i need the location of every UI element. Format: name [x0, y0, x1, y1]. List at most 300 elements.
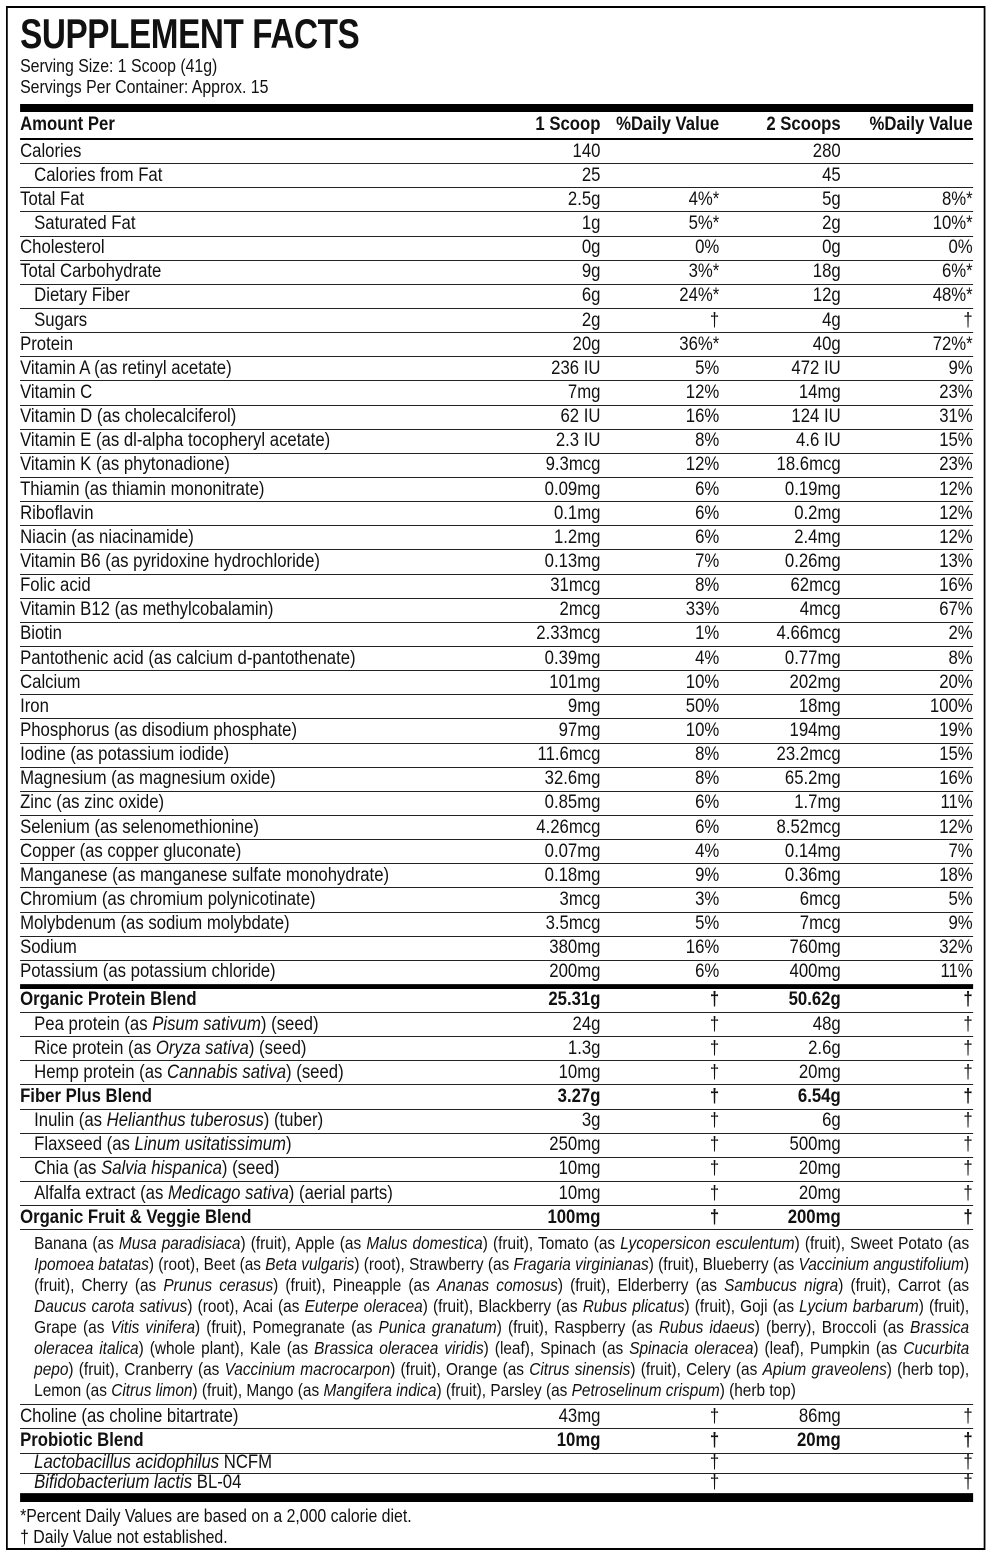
amount-two-scoops: 0.77mg: [784, 647, 841, 669]
dv-one-scoop: 6%: [695, 792, 720, 814]
amount-two-scoops: 65.2mg: [784, 768, 841, 790]
dv-two-scoops: 32%: [939, 937, 973, 959]
nutrient-name: Potassium (as potassium chloride): [20, 961, 276, 983]
ingredient-part: ) (root),: [148, 1254, 204, 1275]
dv-one-scoop: 8%: [695, 575, 720, 597]
ingredient-common-name: Tomato (as: [538, 1233, 621, 1254]
amount-two-scoops: 8.52mcg: [776, 816, 841, 838]
ingredient-part: ) (fruit),: [436, 1380, 491, 1401]
nutrient-name: Total Carbohydrate: [20, 261, 162, 283]
amount-one-scoop: 200mg: [549, 961, 601, 983]
nutrient-name: Zinc (as zinc oxide): [20, 792, 165, 814]
ingredient-latin-name: Apium graveolens: [762, 1359, 887, 1380]
dv-two-scoops: 12%: [939, 526, 973, 548]
dv-one-scoop: †: [709, 309, 720, 331]
ingredient-part: ) (herb top),: [886, 1359, 970, 1380]
dv-one-scoop: 16%: [685, 406, 720, 428]
table-row: [20, 647, 973, 671]
dv-one-scoop: †: [709, 1086, 720, 1108]
ingredient-common-name: Spinach (as: [540, 1338, 630, 1359]
ingredient-common-name: Mango (as: [246, 1380, 324, 1401]
ingredient-name-prefix: Hemp protein (as: [34, 1061, 168, 1083]
supplement-facts-label: [6, 6, 985, 1550]
header-dv-one: %Daily Value: [616, 114, 720, 135]
table-row: [20, 285, 973, 309]
nutrient-name: Choline (as choline bitartrate): [20, 1405, 239, 1427]
table-row: [20, 454, 973, 478]
dv-two-scoops: 72%*: [932, 333, 973, 355]
ingredient-part: ) (root),: [187, 1296, 243, 1317]
protein-blend-section: [20, 989, 973, 1086]
amount-one-scoop: 9g: [581, 261, 601, 283]
ingredient-name-suffix: ) (seed): [260, 1013, 319, 1035]
amount-one-scoop: 6g: [581, 285, 601, 307]
blend-name: Organic Protein Blend: [20, 989, 197, 1011]
ingredient-common-name: Grape (as: [34, 1317, 111, 1338]
dv-two-scoops: 23%: [939, 454, 973, 476]
amount-two-scoops: 4g: [822, 309, 841, 331]
amount-one-scoop: 2.33mcg: [536, 623, 601, 645]
amount-one-scoop: 1.3g: [567, 1037, 601, 1059]
amount-two-scoops: 6mcg: [799, 888, 841, 910]
table-row: [20, 309, 973, 333]
dv-one-scoop: †: [709, 1037, 720, 1059]
ingredient-name: [20, 1134, 495, 1156]
amount-one-scoop: 380mg: [549, 937, 601, 959]
ingredient-latin-name: Beta vulgaris: [265, 1254, 355, 1275]
amount-one-scoop: 3.5mcg: [545, 913, 601, 935]
dv-two-scoops: †: [963, 1452, 973, 1474]
table-row: [20, 140, 973, 164]
choline-section: [20, 1405, 973, 1429]
table-row: [20, 599, 973, 623]
dv-one-scoop: †: [709, 1206, 720, 1228]
dv-one-scoop: †: [709, 1182, 720, 1204]
amount-one-scoop: 3mcg: [559, 888, 601, 910]
blend-name: Probiotic Blend: [20, 1430, 144, 1452]
dv-two-scoops: 31%: [939, 406, 973, 428]
dv-two-scoops: †: [963, 1206, 973, 1228]
ingredient-common-name: Blueberry (as: [702, 1254, 799, 1275]
amount-two-scoops: 7mcg: [799, 913, 841, 935]
table-row: [20, 1182, 973, 1206]
amount-two-scoops: 0.36mg: [784, 864, 841, 886]
dv-one-scoop: 12%: [685, 381, 720, 403]
table-row: [20, 261, 973, 285]
ingredient-common-name: Celery (as: [686, 1359, 763, 1380]
label-content: [20, 12, 973, 1548]
table-row: [20, 1013, 973, 1037]
amount-two-scoops: 14mg: [798, 381, 841, 403]
nutrient-name: Magnesium (as magnesium oxide): [20, 768, 276, 790]
amount-two-scoops: 4.66mcg: [776, 623, 841, 645]
header-amount-per: Amount Per: [20, 114, 115, 135]
table-row: [20, 888, 973, 912]
dv-two-scoops: 6%*: [942, 261, 973, 283]
ingredient-name-suffix: ): [285, 1134, 292, 1156]
dv-one-scoop: 0%: [695, 237, 720, 259]
ingredient-name-suffix: ) (tuber): [263, 1110, 324, 1132]
ingredient-part: ) (whole plant),: [138, 1338, 250, 1359]
nutrient-name: Thiamin (as thiamin mononitrate): [20, 478, 265, 500]
table-row: [20, 164, 973, 188]
amount-one-scoop: 100mg: [547, 1206, 601, 1228]
nutrient-name: Molybdenum (as sodium molybdate): [20, 913, 290, 935]
amount-two-scoops: 12g: [812, 285, 841, 307]
ingredient-part: ) (fruit),: [630, 1359, 687, 1380]
probiotic-blend-section: [20, 1429, 973, 1493]
dv-one-scoop: 8%: [695, 744, 720, 766]
nutrient-name: Saturated Fat: [34, 212, 136, 234]
nutrient-name: Iodine (as potassium iodide): [20, 744, 230, 766]
ingredient-part: ) (herb top): [719, 1380, 796, 1401]
amount-one-scoop: 10mg: [558, 1182, 601, 1204]
nutrient-table: [20, 140, 973, 985]
amount-two-scoops: 18g: [812, 261, 841, 283]
table-row: [20, 840, 973, 864]
nutrient-name: Vitamin E (as dl-alpha tocopheryl acetate): [20, 430, 331, 452]
amount-two-scoops: 62mcg: [790, 575, 841, 597]
amount-two-scoops: 4.6 IU: [796, 430, 841, 452]
amount-one-scoop: 24g: [572, 1013, 601, 1035]
ingredient-common-name: Pomegranate (as: [252, 1317, 379, 1338]
footnote-dv: *Percent Daily Values are based on a 2,000 calorie diet.: [20, 1505, 412, 1526]
ingredient-name-prefix: Alfalfa extract (as: [34, 1182, 168, 1204]
ingredient-latin-name: Pisum sativum: [152, 1013, 261, 1035]
footnote-dagger: † Daily Value not established.: [20, 1526, 228, 1547]
nutrient-name: Folic acid: [20, 575, 91, 597]
nutrient-name: Calcium: [20, 671, 81, 693]
amount-two-scoops: 20mg: [798, 1158, 841, 1180]
table-row: [20, 237, 973, 261]
amount-two-scoops: 760mg: [789, 937, 841, 959]
ingredient-part: ) (fruit),: [838, 1275, 898, 1296]
ingredient-common-name: Kale (as: [249, 1338, 315, 1359]
dv-one-scoop: 7%: [695, 550, 720, 572]
dv-one-scoop: 10%: [685, 719, 720, 741]
amount-two-scoops: 86mg: [798, 1405, 841, 1427]
table-row: [20, 816, 973, 840]
amount-one-scoop: 10mg: [558, 1061, 601, 1083]
table-row: [20, 212, 973, 236]
amount-one-scoop: 11.6mcg: [537, 744, 601, 766]
ingredient-latin-name: Mangifera indica: [323, 1380, 437, 1401]
table-row: [20, 188, 973, 212]
dv-one-scoop: 50%: [685, 695, 720, 717]
amount-one-scoop: 1.2mg: [553, 526, 601, 548]
ingredient-latin-name: Bifidobacterium lactis: [34, 1472, 193, 1494]
table-header: [20, 112, 973, 140]
table-row: [20, 357, 973, 381]
amount-one-scoop: 236 IU: [551, 357, 601, 379]
ingredient-latin-name: Vaccinium angustifolium: [798, 1254, 965, 1275]
amount-two-scoops: 0.19mg: [784, 478, 841, 500]
ingredient-name: [20, 1014, 495, 1036]
amount-one-scoop: 31mcg: [550, 575, 601, 597]
ingredient-latin-name: Lycopersicon esculentum: [620, 1233, 795, 1254]
table-row: [20, 575, 973, 599]
dv-two-scoops: 10%*: [932, 212, 973, 234]
nutrient-name: Vitamin K (as phytonadione): [20, 454, 230, 476]
ingredient-name-suffix: ) (aerial parts): [288, 1182, 393, 1204]
amount-one-scoop: 4.26mcg: [536, 816, 601, 838]
amount-two-scoops: 48g: [812, 1013, 841, 1035]
ingredient-common-name: Elderberry (as: [617, 1275, 725, 1296]
table-row: [20, 989, 973, 1013]
amount-one-scoop: 2.3 IU: [555, 430, 601, 452]
amount-two-scoops: 194mg: [789, 719, 841, 741]
ingredient-latin-name: Brassica oleracea viridis: [314, 1338, 484, 1359]
amount-one-scoop: 0.13mg: [544, 550, 601, 572]
dv-two-scoops: 15%: [939, 744, 973, 766]
amount-two-scoops: 280: [812, 140, 841, 162]
amount-two-scoops: 6g: [822, 1110, 841, 1132]
ingredient-part: ) (fruit),: [684, 1296, 741, 1317]
amount-two-scoops: 124 IU: [791, 406, 841, 428]
table-row: [20, 1474, 973, 1494]
table-row: [20, 671, 973, 695]
ingredient-name-suffix: ) (seed): [248, 1037, 307, 1059]
table-row: [20, 1405, 973, 1429]
ingredient-latin-name: Helianthus tuberosus: [106, 1110, 264, 1132]
amount-one-scoop: 3.27g: [557, 1086, 601, 1108]
ingredient-name: [20, 1452, 495, 1474]
ingredient-latin-name: Cannabis sativa: [167, 1061, 287, 1083]
amount-two-scoops: 20mg: [798, 1061, 841, 1083]
table-row: [20, 744, 973, 768]
dv-two-scoops: †: [963, 1037, 973, 1059]
ingredient-common-name: Pumpkin (as: [809, 1338, 904, 1359]
amount-one-scoop: 1g: [581, 212, 601, 234]
header-two-scoops: 2 Scoops: [766, 114, 841, 135]
ingredient-latin-name: Citrus limon: [111, 1380, 193, 1401]
ingredient-common-name: Banana (as: [34, 1233, 119, 1254]
ingredient-name: [20, 1062, 495, 1084]
table-row: [20, 1158, 973, 1182]
ingredient-name-suffix: ) (seed): [221, 1158, 280, 1180]
dv-one-scoop: 8%: [695, 430, 720, 452]
amount-one-scoop: 32.6mg: [544, 768, 601, 790]
amount-one-scoop: 20g: [572, 333, 601, 355]
amount-two-scoops: 2.4mg: [794, 526, 841, 548]
amount-one-scoop: 0.18mg: [544, 864, 601, 886]
table-row: [20, 1134, 973, 1158]
amount-one-scoop: 0.85mg: [544, 792, 601, 814]
amount-two-scoops: 0.14mg: [784, 840, 841, 862]
ingredient-name: [20, 1158, 495, 1180]
table-row: [20, 1037, 973, 1061]
dv-two-scoops: †: [963, 1472, 973, 1494]
amount-one-scoop: 0.39mg: [544, 647, 601, 669]
ingredient-part: ) (fruit),: [496, 1317, 555, 1338]
ingredient-latin-name: Rubus idaeus: [658, 1317, 755, 1338]
amount-one-scoop: 101mg: [549, 671, 601, 693]
dv-one-scoop: 33%: [685, 599, 720, 621]
dv-one-scoop: †: [709, 1472, 720, 1494]
ingredient-name: [20, 1110, 495, 1132]
dv-two-scoops: †: [963, 1182, 973, 1204]
nutrient-name: Vitamin A (as retinyl acetate): [20, 357, 232, 379]
amount-one-scoop: 2g: [581, 309, 601, 331]
dv-two-scoops: †: [963, 1430, 973, 1452]
dv-two-scoops: †: [963, 1110, 973, 1132]
ingredient-latin-name: Salvia hispanica: [101, 1158, 222, 1180]
amount-one-scoop: 62 IU: [560, 406, 601, 428]
dv-one-scoop: 5%: [695, 913, 720, 935]
nutrient-name: Calories from Fat: [34, 164, 163, 186]
ingredient-common-name: Apple (as: [295, 1233, 367, 1254]
ingredient-latin-name: Citrus sinensis: [529, 1359, 631, 1380]
table-row: [20, 961, 973, 985]
table-row: [20, 1454, 973, 1474]
ingredient-name-prefix: Chia (as: [34, 1158, 102, 1180]
dv-two-scoops: 48%*: [932, 285, 973, 307]
nutrient-name: Iron: [20, 695, 49, 717]
dv-two-scoops: 8%: [948, 647, 973, 669]
ingredient-common-name: Blackberry (as: [478, 1296, 583, 1317]
table-row: [20, 1085, 973, 1109]
dv-one-scoop: †: [709, 1405, 720, 1427]
dv-two-scoops: 8%*: [942, 188, 973, 210]
dv-two-scoops: 13%: [939, 550, 973, 572]
nutrient-name: Manganese (as manganese sulfate monohydrate): [20, 864, 390, 886]
dv-two-scoops: †: [963, 1405, 973, 1427]
dv-one-scoop: †: [709, 1134, 720, 1156]
dv-two-scoops: 11%: [940, 792, 973, 814]
ingredient-part: ) (berry),: [754, 1317, 822, 1338]
ingredient-name-prefix: Rice protein (as: [34, 1037, 156, 1059]
amount-one-scoop: 10mg: [556, 1430, 601, 1452]
ingredient-part: ) (fruit),: [794, 1233, 851, 1254]
nutrient-name: Vitamin C: [20, 381, 93, 403]
ingredient-name-suffix: BL-04: [192, 1472, 242, 1494]
ingredient-part: ) (leaf),: [483, 1338, 541, 1359]
ingredient-name-prefix: Pea protein (as: [34, 1013, 153, 1035]
table-row: [20, 1061, 973, 1085]
fruit-blend-ingredients: [20, 1230, 973, 1405]
dv-one-scoop: 24%*: [679, 285, 720, 307]
ingredient-common-name: Pineapple (as: [332, 1275, 437, 1296]
dv-one-scoop: 12%: [685, 454, 720, 476]
amount-one-scoop: 2mcg: [559, 599, 601, 621]
dv-two-scoops: 5%: [948, 888, 973, 910]
ingredient-common-name: Cherry (as: [81, 1275, 164, 1296]
blend-name: Organic Fruit & Veggie Blend: [20, 1206, 252, 1228]
dv-one-scoop: †: [709, 1110, 720, 1132]
ingredient-common-name: Goji (as: [740, 1296, 800, 1317]
nutrient-name: Biotin: [20, 623, 62, 645]
ingredient-latin-name: Petroselinum crispum: [571, 1380, 720, 1401]
table-row: [20, 719, 973, 743]
ingredient-latin-name: Ipomoea batatas: [34, 1254, 149, 1275]
table-row: [20, 864, 973, 888]
ingredient-part: ) (fruit),: [240, 1233, 296, 1254]
amount-two-scoops: 202mg: [789, 671, 841, 693]
amount-one-scoop: 0.09mg: [544, 478, 601, 500]
dv-two-scoops: †: [963, 1134, 973, 1156]
ingredient-latin-name: Rubus plicatus: [582, 1296, 685, 1317]
dv-one-scoop: 6%: [695, 816, 720, 838]
ingredient-part: ) (fruit),: [918, 1296, 970, 1317]
ingredient-latin-name: Medicago sativa: [167, 1182, 289, 1204]
ingredient-latin-name: Linum usitatissimum: [134, 1134, 286, 1156]
ingredient-common-name: Acai (as: [242, 1296, 305, 1317]
nutrient-name: Vitamin B6 (as pyridoxine hydrochloride): [20, 550, 320, 572]
amount-one-scoop: 9.3mcg: [545, 454, 601, 476]
ingredient-part: ) (fruit),: [557, 1275, 618, 1296]
ingredient-part: ) (fruit),: [192, 1380, 247, 1401]
dv-two-scoops: †: [963, 309, 973, 331]
nutrient-name: Riboflavin: [20, 502, 94, 524]
amount-one-scoop: 140: [572, 140, 601, 162]
amount-one-scoop: 97mg: [558, 719, 601, 741]
amount-one-scoop: 43mg: [558, 1405, 601, 1427]
ingredient-part: ) (fruit),: [482, 1233, 539, 1254]
dv-two-scoops: †: [963, 1158, 973, 1180]
nutrient-name: Phosphorus (as disodium phosphate): [20, 719, 298, 741]
dv-two-scoops: 12%: [939, 816, 973, 838]
dv-one-scoop: †: [709, 1013, 720, 1035]
dv-one-scoop: †: [709, 1452, 720, 1474]
table-row: [20, 768, 973, 792]
dv-two-scoops: 12%: [939, 502, 973, 524]
ingredient-latin-name: Euterpe oleracea: [304, 1296, 423, 1317]
ingredient-common-name: Cranberry (as: [124, 1359, 225, 1380]
amount-two-scoops: 200mg: [787, 1206, 841, 1228]
dv-one-scoop: 6%: [695, 526, 720, 548]
dv-two-scoops: †: [963, 989, 973, 1011]
amount-one-scoop: 0.1mg: [553, 502, 601, 524]
amount-two-scoops: 45: [822, 164, 841, 186]
dv-two-scoops: †: [963, 1061, 973, 1083]
ingredient-common-name: Broccoli (as: [821, 1317, 911, 1338]
ingredient-latin-name: Lycium barbarum: [799, 1296, 919, 1317]
ingredient-part: ) (fruit),: [390, 1359, 447, 1380]
nutrient-name: Dietary Fiber: [34, 285, 130, 307]
nutrient-name: Vitamin D (as cholecalciferol): [20, 406, 237, 428]
ingredient-name: [20, 1472, 495, 1494]
amount-two-scoops: 23.2mcg: [776, 744, 841, 766]
ingredient-latin-name: Punica granatum: [378, 1317, 497, 1338]
dv-one-scoop: 5%: [695, 357, 720, 379]
dv-one-scoop: 3%*: [688, 261, 720, 283]
dv-two-scoops: 2%: [948, 623, 973, 645]
dv-two-scoops: 18%: [939, 864, 973, 886]
nutrient-name: Cholesterol: [20, 237, 105, 259]
dv-two-scoops: 19%: [939, 719, 973, 741]
ingredient-part: ) (fruit),: [68, 1359, 125, 1380]
nutrient-name: Protein: [20, 333, 74, 355]
amount-two-scoops: 1.7mg: [794, 792, 841, 814]
ingredient-common-name: Raspberry (as: [554, 1317, 659, 1338]
nutrient-name: Selenium (as selenomethionine): [20, 816, 259, 838]
nutrient-name: Copper (as copper gluconate): [20, 840, 242, 862]
ingredient-part: ) (fruit),: [648, 1254, 703, 1275]
ingredient-latin-name: Malus domestica: [366, 1233, 483, 1254]
nutrient-name: Pantothenic acid (as calcium d-pantothenate): [20, 647, 356, 669]
amount-two-scoops: 5g: [822, 188, 841, 210]
amount-two-scoops: 40g: [812, 333, 841, 355]
dv-two-scoops: †: [963, 1013, 973, 1035]
table-row: [20, 913, 973, 937]
table-row: [20, 406, 973, 430]
table-row: [20, 381, 973, 405]
ingredient-latin-name: Sambucus nigra: [724, 1275, 839, 1296]
ingredient-latin-name: Oryza sativa: [155, 1037, 249, 1059]
header-dv-two: %Daily Value: [869, 114, 973, 135]
dv-two-scoops: 15%: [939, 430, 973, 452]
ingredient-name-prefix: Inulin (as: [34, 1110, 107, 1132]
